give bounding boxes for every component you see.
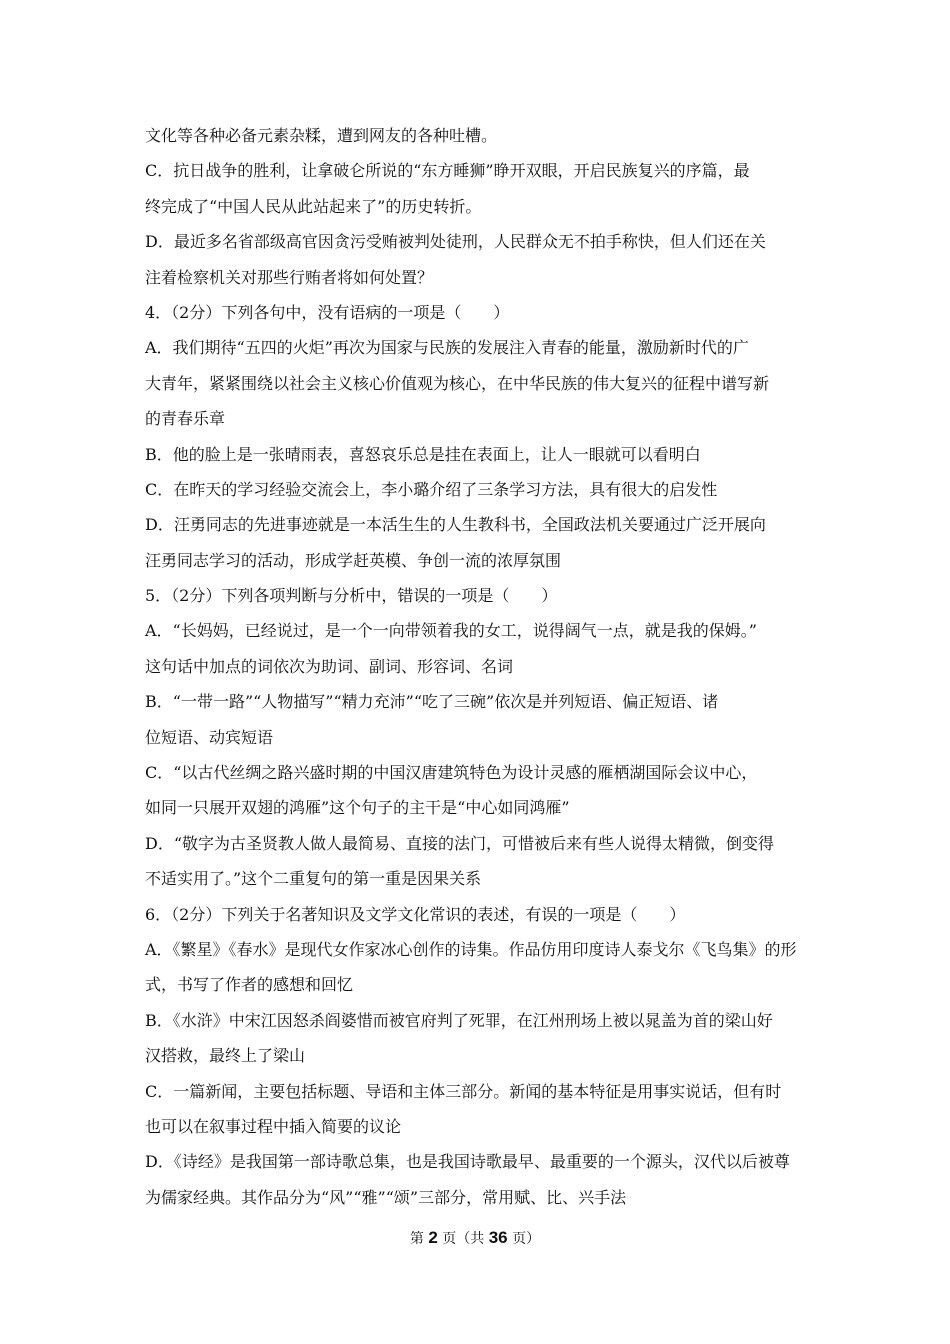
- footer-total-pages: 36: [488, 1228, 508, 1247]
- text-line: 注着检察机关对那些行贿者将如何处置？: [145, 267, 434, 287]
- footer-suffix: 页）: [512, 1231, 541, 1247]
- footer-middle: 页（共: [442, 1231, 485, 1247]
- question-5-stem: 5．（2分）下列各项判断与分析中，错误的一项是（ ）: [145, 586, 558, 606]
- text-line: A．我们期待“五四的火炬”再次为国家与民族的发展注入青春的能量，激励新时代的广: [145, 338, 749, 358]
- text-line: B．他的脸上是一张晴雨表，喜怒哀乐总是挂在表面上，让人一眼就可以看明白: [145, 444, 701, 464]
- text-line: B．“一带一路”“人物描写”“精力充沛”“吃了三碗”依次是并列短语、偏正短语、诸: [145, 692, 719, 712]
- text-line: C．抗日战争的胜利，让拿破仑所说的“东方睡狮”睁开双眼，开启民族复兴的序篇，最: [145, 161, 750, 181]
- text-line: 位短语、动宾短语: [145, 727, 274, 747]
- text-line: A．《繁星》《春水》是现代女作家冰心创作的诗集。作品仿用印度诗人泰戈尔《飞鸟集》的形: [145, 939, 797, 959]
- text-line: 如同一只展开双翅的鸿雁”这个句子的主干是“中心如同鸿雁”: [145, 798, 570, 818]
- text-line: 式，书写了作者的感想和回忆: [145, 975, 354, 995]
- page-content: [145, 118, 813, 1215]
- question-6-stem: 6．（2分）下列关于名著知识及文学文化常识的表述，有误的一项是（ ）: [145, 904, 686, 924]
- text-line: C．一篇新闻，主要包括标题、导语和主体三部分。新闻的基本特征是用事实说话，但有时: [145, 1081, 782, 1101]
- text-line: 为儒家经典。其作品分为“风”“雅”“颂”三部分，常用赋、比、兴手法: [145, 1187, 627, 1207]
- text-line: 汉搭救，最终上了梁山: [145, 1046, 306, 1066]
- text-line: 汪勇同志学习的活动，形成学赶英模、争创一流的浓厚氛围: [145, 550, 562, 570]
- text-line: C．在昨天的学习经验交流会上，李小璐介绍了三条学习方法，具有很大的启发性: [145, 479, 718, 499]
- text-line: C．“以古代丝绸之路兴盛时期的中国汉唐建筑特色为设计灵感的雁栖湖国际会议中心，: [145, 763, 758, 783]
- text-line: D．“敬字为古圣贤教人做人最简易、直接的法门，可惜被后来有些人说得太精微，倒变得: [145, 833, 775, 853]
- text-line: D．最近多名省部级高官因贪污受贿被判处徒刑，人民群众无不拍手称快，但人们还在关: [145, 232, 766, 252]
- footer-page-number: 2: [428, 1228, 438, 1247]
- footer-prefix: 第: [409, 1231, 424, 1247]
- text-line: 文化等各种必备元素杂糅，遭到网友的各种吐槽。: [145, 126, 498, 145]
- text-line: 终完成了“中国人民从此站起来了”的历史转折。: [145, 196, 482, 216]
- question-4-stem: 4．（2分）下列各句中，没有语病的一项是（ ）: [145, 302, 510, 322]
- text-line: D．汪勇同志的先进事迹就是一本活生生的人生教科书，全国政法机关要通过广泛开展向: [145, 515, 766, 535]
- text-line: 不适实用了。”这个二重复句的第一重是因果关系: [145, 869, 482, 889]
- text-line: 这句话中加点的词依次为助词、副词、形容词、名词: [145, 656, 514, 676]
- text-line: D．《诗经》是我国第一部诗歌总集，也是我国诗歌最早、最重要的一个源头，汉代以后被尊: [145, 1152, 790, 1172]
- text-line: A．“长妈妈，已经说过，是一个一向带领着我的女工，说得阔气一点，就是我的保姆。”: [145, 621, 757, 641]
- text-line: 的青春乐章: [145, 409, 226, 429]
- page-footer: [0, 1226, 950, 1251]
- text-line: 大青年，紧紧围绕以社会主义核心价值观为核心，在中华民族的伟大复兴的征程中谱写新: [145, 373, 770, 393]
- text-line: 也可以在叙事过程中插入简要的议论: [145, 1116, 402, 1136]
- text-line: B．《水浒》中宋江因怒杀阎婆惜而被官府判了死罪，在江州刑场上被以晁盖为首的梁山好: [145, 1010, 773, 1030]
